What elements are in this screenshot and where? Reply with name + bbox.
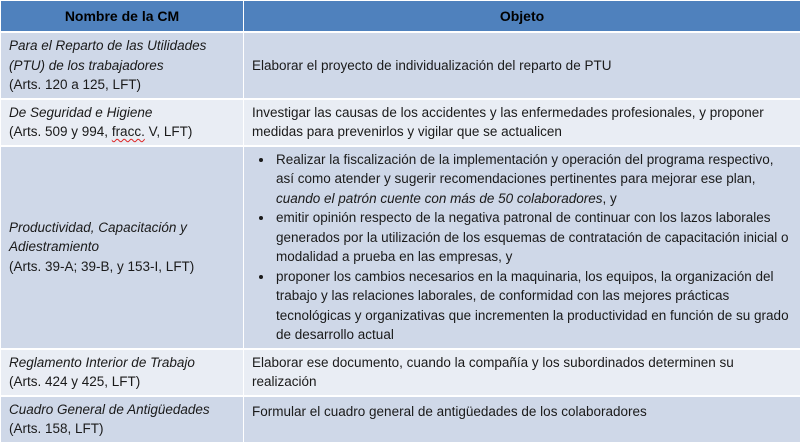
table-header-row	[1, 1, 800, 33]
bullet-italic: cuando el patrón cuente con más de 50 colaboradores	[276, 191, 602, 206]
objeto-bullet-list	[252, 150, 792, 345]
cm-articles: (Arts. 120 a 125, LFT)	[9, 75, 235, 95]
cm-objeto-cell: Formular el cuadro general de antigüedades de los colaboradores	[244, 396, 800, 443]
cm-articles: (Arts. 39-A; 39-B, y 153-I, LFT)	[9, 257, 235, 277]
list-item	[274, 150, 792, 209]
cm-name-cell	[1, 396, 244, 443]
list-item: • emitir opinión respecto de la negativa patronal de continuar con los lazos laborales generados por la utilización de los esquemas de contratación de capacitación inicial o modalidad a prueba en las empresas, y	[274, 208, 792, 267]
bullet-text: Realizar la fiscalización de la implementación y operación del programa respectivo, así como atender y sugerir recomendaciones pertinentes para mejorar ese plan,	[276, 152, 774, 187]
cm-name: Productividad, Capacitación y Adiestramiento	[9, 218, 235, 257]
cm-name-cell	[1, 99, 244, 146]
articles-suffix: V, LFT)	[145, 124, 193, 139]
cm-name-cell	[1, 349, 244, 396]
table-row	[1, 396, 800, 443]
bullet-end: , y	[602, 191, 616, 206]
cm-name-cell	[1, 32, 244, 99]
articles-fracc: fracc.	[112, 124, 145, 139]
cm-name-cell	[1, 146, 244, 349]
cm-name: Reglamento Interior de Trabajo	[9, 353, 235, 373]
table-row	[1, 349, 800, 396]
articles-prefix: (Arts. 509 y 994,	[9, 124, 112, 139]
table-row	[1, 146, 800, 349]
cm-name: Para el Reparto de las Utilidades (PTU) de los trabajadores	[9, 36, 235, 75]
cm-objeto-cell	[244, 146, 800, 349]
table-row	[1, 32, 800, 99]
cm-objeto-cell: Investigar las causas de los accidentes y las enfermedades profesionales, y proponer medidas para prevenirlos y vigilar que se actualicen	[244, 99, 800, 146]
cm-articles: (Arts. 424 y 425, LFT)	[9, 372, 235, 392]
list-item: • proponer los cambios necesarios en la maquinaria, los equipos, la organización del trabajo y las relaciones laborales, de conformidad con las mejores prácticas tecnológicas y organizativas que incrementen la productividad en función de su grado de desarrollo actual	[274, 267, 792, 345]
cm-objeto-cell: Elaborar ese documento, cuando la compañía y los subordinados determinen su realización	[244, 349, 800, 396]
cm-name: Cuadro General de Antigüedades	[9, 400, 235, 420]
cm-name: De Seguridad e Higiene	[9, 103, 235, 123]
header-nombre-cm: Nombre de la CM	[1, 1, 244, 33]
cm-objeto-cell: Elaborar el proyecto de individualización del reparto de PTU	[244, 32, 800, 99]
cm-articles: (Arts. 158, LFT)	[9, 419, 235, 439]
header-objeto: Objeto	[244, 1, 800, 33]
cm-articles	[9, 122, 235, 142]
table-row	[1, 99, 800, 146]
